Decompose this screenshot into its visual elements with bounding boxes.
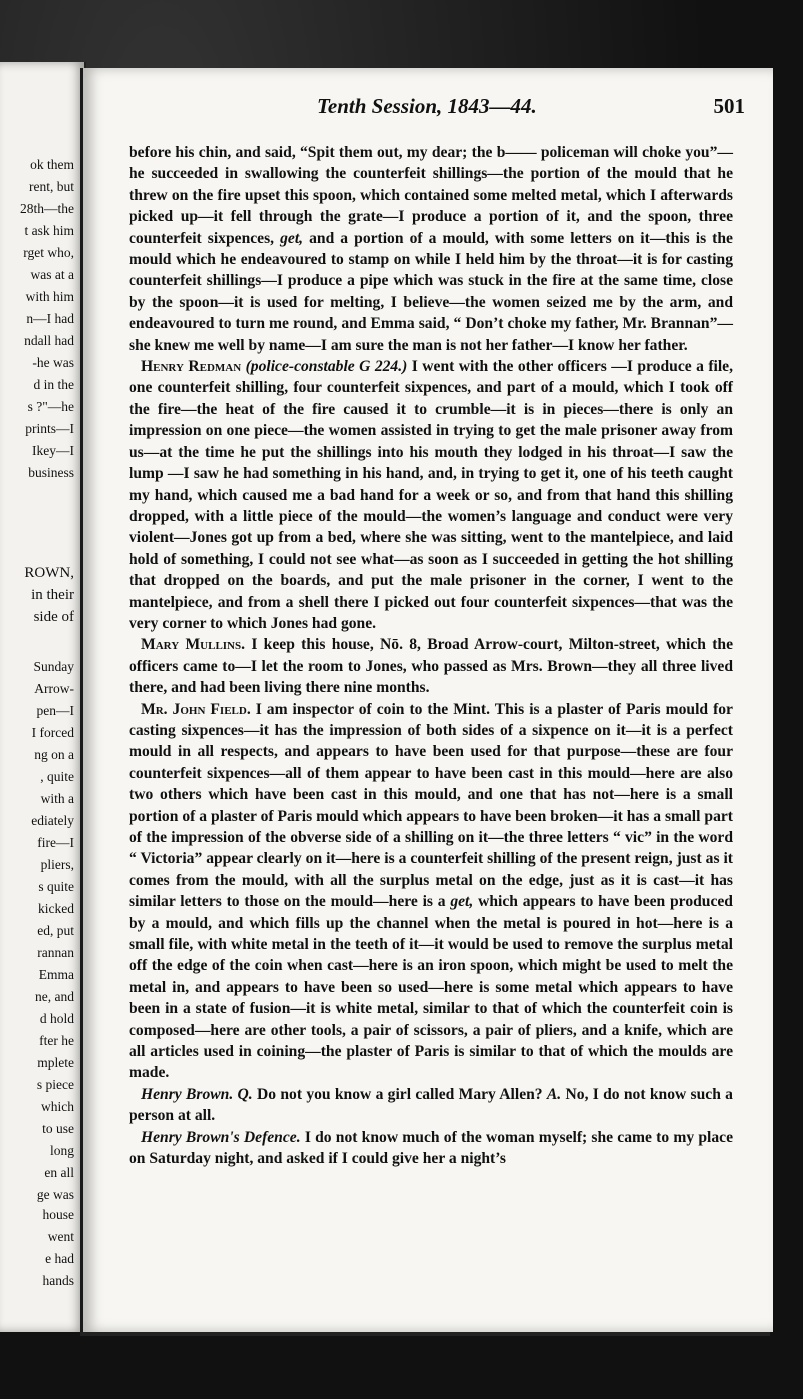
left-page-fragment: which: [41, 1099, 74, 1114]
question-marker: Q.: [237, 1085, 253, 1103]
text-run: No, I do not know such a person at all.: [129, 1085, 733, 1125]
speaker-name: Henry Redman: [141, 358, 242, 376]
left-page-fragment: Sunday: [33, 659, 74, 674]
page-body: [129, 142, 733, 1170]
speaker-name: Henry Brown's Defence.: [141, 1128, 301, 1146]
left-page-edge: [0, 62, 86, 1332]
left-page-fragment: , quite: [40, 769, 74, 784]
left-page-fragment: n—I had: [26, 311, 74, 326]
text-run: I keep this house, Nō. 8, Broad Arrow-court, Milton-street, which the officers came to—I let the room to Jones, who passed as Mrs. Brown—they all three lived there, and had been living there nine months.: [129, 636, 733, 697]
left-page-fragment: d in the: [33, 377, 74, 392]
paragraph-continuation: [129, 142, 733, 356]
speaker-name: Mr. John Field.: [141, 700, 251, 718]
left-page-fragment: rget who,: [23, 245, 74, 260]
text-run: I am inspector of coin to the Mint. This is a plaster of Paris mould for casting sixpences—it has the impression of both sides of a sixpence on it—it is a perfect mould in all respects, and appears to have been used for that purpose—these are four counterfeit sixpences—all of them appear to have been cast in this mould—here are also two others which have been cast in this mould, and one that has not—here is a small portion of a plaster of Paris mould which appears to have been broken—it has a small part of the impression of the obverse side of a shilling on it—the three letters “ vic” in the word “ Victoria” appear clearly on it—here is a counterfeit shilling of the present reign, just as it comes from the mould, with all the surplus metal on the edge, just as it is cast—it has similar letters to those on the mould—here is a: [129, 700, 733, 911]
left-page-fragment: en all: [44, 1165, 74, 1180]
page-bottom-shadow: [80, 1332, 770, 1336]
left-page-fragment: ediately: [31, 813, 74, 828]
left-page-fragment: went: [47, 1229, 74, 1244]
left-page-fragment: fire—I: [37, 835, 74, 850]
speaker-name: Henry Brown.: [141, 1085, 234, 1103]
left-page-fragment: s ?"—he: [27, 399, 74, 414]
left-page-fragment: side of: [33, 609, 74, 625]
left-page-fragment: business: [28, 465, 74, 480]
left-page-fragment: ne, and: [35, 989, 74, 1004]
left-page-fragment: long: [49, 1143, 74, 1158]
left-page-fragment: t ask him: [24, 223, 74, 238]
answer-marker: A.: [546, 1085, 562, 1103]
left-page-fragment: Ikey—I: [32, 443, 74, 458]
left-page-fragment: fter he: [39, 1033, 74, 1048]
left-page-fragment: 28th—the: [20, 201, 74, 216]
left-page-fragment: Arrow-: [34, 681, 74, 696]
left-page-fragment: s quite: [38, 879, 74, 894]
text-run: I do not know much of the woman myself; she came to my place on Saturday night, and asked if I could give her a night’s: [129, 1128, 733, 1168]
left-page-fragment: hands: [42, 1273, 74, 1288]
text-run: and a portion of a mould, with some letters on it—this is the mould which he endeavoured to stamp on while I held him by the throat—it is for casting counterfeit shillings—I produce a pipe which was stuck in the fire at the same time, close by the spoon—it is used for melting, I believe—the women seized me by the arm, and endeavoured to turn me round, and Emma said, “ Don’t choke my father, Mr. Brannan”—she knew me well by name—I am sure the man is not her father—I know her father.: [129, 229, 733, 354]
page-number: 501: [713, 94, 745, 118]
testimony-mullins: [129, 634, 733, 698]
right-page: [80, 68, 773, 1332]
left-page-fragment: I forced: [31, 725, 74, 740]
left-page-fragment: prints—I: [25, 421, 74, 436]
left-page-fragment: kicked: [38, 901, 74, 916]
left-page-fragment: pen—I: [36, 703, 74, 718]
left-page-fragment: to use: [42, 1121, 74, 1136]
testimony-redman: [129, 356, 733, 634]
left-page-fragment: ed, put: [37, 923, 74, 938]
page-header: [129, 94, 745, 122]
speaker-role: (police-constable G 224.): [245, 358, 408, 376]
text-run: which appears to have been produced by a mould, and which fills up the channel when the metal is poured in hot—here is a small file, with white metal in the teeth of it—it would be used to remove the surplus metal off the edge of the coin when cast—here is an iron spoon, which might be used to melt the metal in, and appears to have been so used—here is some metal which appears to have been in a state of fusion—it is white metal, similar to that of which the counterfeit coin is composed—here are other tools, a pair of scissors, a pair of pliers, and a knife, which are all articles used in coining—the plaster of Paris is similar to that of which the moulds are made.: [129, 893, 733, 1082]
text-run: I went with the other officers —I produce a file, one counterfeit shilling, four counterfeit sixpences, and part of a mould, which I took off the fire—the heat of the fire caused it to crumble—it is in pieces—there is only an impression on one piece—the women assisted in trying to get the male prisoner away from us—at the time he put the shillings into his mouth they lodged in his throat—I saw the lump —I saw he had something in his hand, and, in trying to get it, one of his teeth caught my hand, which caused me a bad hand for a week or so, and from that hand this shilling dropped, with a little piece of the mould—the women’s language and conduct were very violent—Jones got up from a bed, where she was sitting, went to the mantelpiece, and laid hold of something, I could not see what—as soon as I succeeded in getting the hot shilling that dropped on the boards, and put the male prisoner in the corner, I went to the mantelpiece, and from a shell there I picked out four counterfeit sixpences—that was the very corner to which Jones had gone.: [129, 358, 733, 632]
left-page-fragment: house: [42, 1207, 74, 1222]
left-page-fragment: ok them: [30, 157, 74, 172]
left-page-fragment: ndall had: [24, 333, 74, 348]
left-page-fragment: e had: [45, 1251, 74, 1266]
left-page-fragment: with a: [40, 791, 74, 806]
left-page-fragment: ng on a: [34, 747, 74, 762]
text-run: before his chin, and said, “Spit them out, my dear; the b—— policeman will choke you”—he succeeded in swallowing the counterfeit shillings—the portion of the mould that he threw on the fire upset this spoon, which contained some melted metal, which I afterwards picked up—it fell through the grate—I produce a portion of it, and the spoon, three counterfeit sixpences,: [129, 144, 733, 247]
testimony-field: [129, 699, 733, 1084]
text-run: Do not you know a girl called Mary Allen?: [257, 1085, 543, 1103]
left-page-fragment: with him: [25, 289, 74, 304]
left-page-fragment: ge was: [36, 1187, 74, 1202]
left-page-fragment: rannan: [37, 945, 74, 960]
question-brown: [129, 1084, 733, 1127]
left-page-fragment: rent, but: [29, 179, 74, 194]
left-page-fragment: ROWN,: [24, 565, 74, 581]
defence-brown: [129, 1127, 733, 1170]
italic-term: get,: [280, 229, 304, 247]
left-page-fragment: s piece: [36, 1077, 74, 1092]
left-page-fragment: Emma: [38, 967, 74, 982]
running-title: Tenth Session, 1843—44.: [317, 94, 537, 118]
speaker-name: Mary Mullins.: [141, 636, 246, 654]
left-page-fragment: pliers,: [40, 857, 74, 872]
left-page-fragment: mplete: [37, 1055, 74, 1070]
left-page-fragment: was at a: [30, 267, 74, 282]
left-page-fragment: in their: [31, 587, 74, 603]
left-page-fragment: -he was: [32, 355, 74, 370]
left-page-fragment: d hold: [39, 1011, 74, 1026]
italic-term: get,: [450, 893, 474, 911]
